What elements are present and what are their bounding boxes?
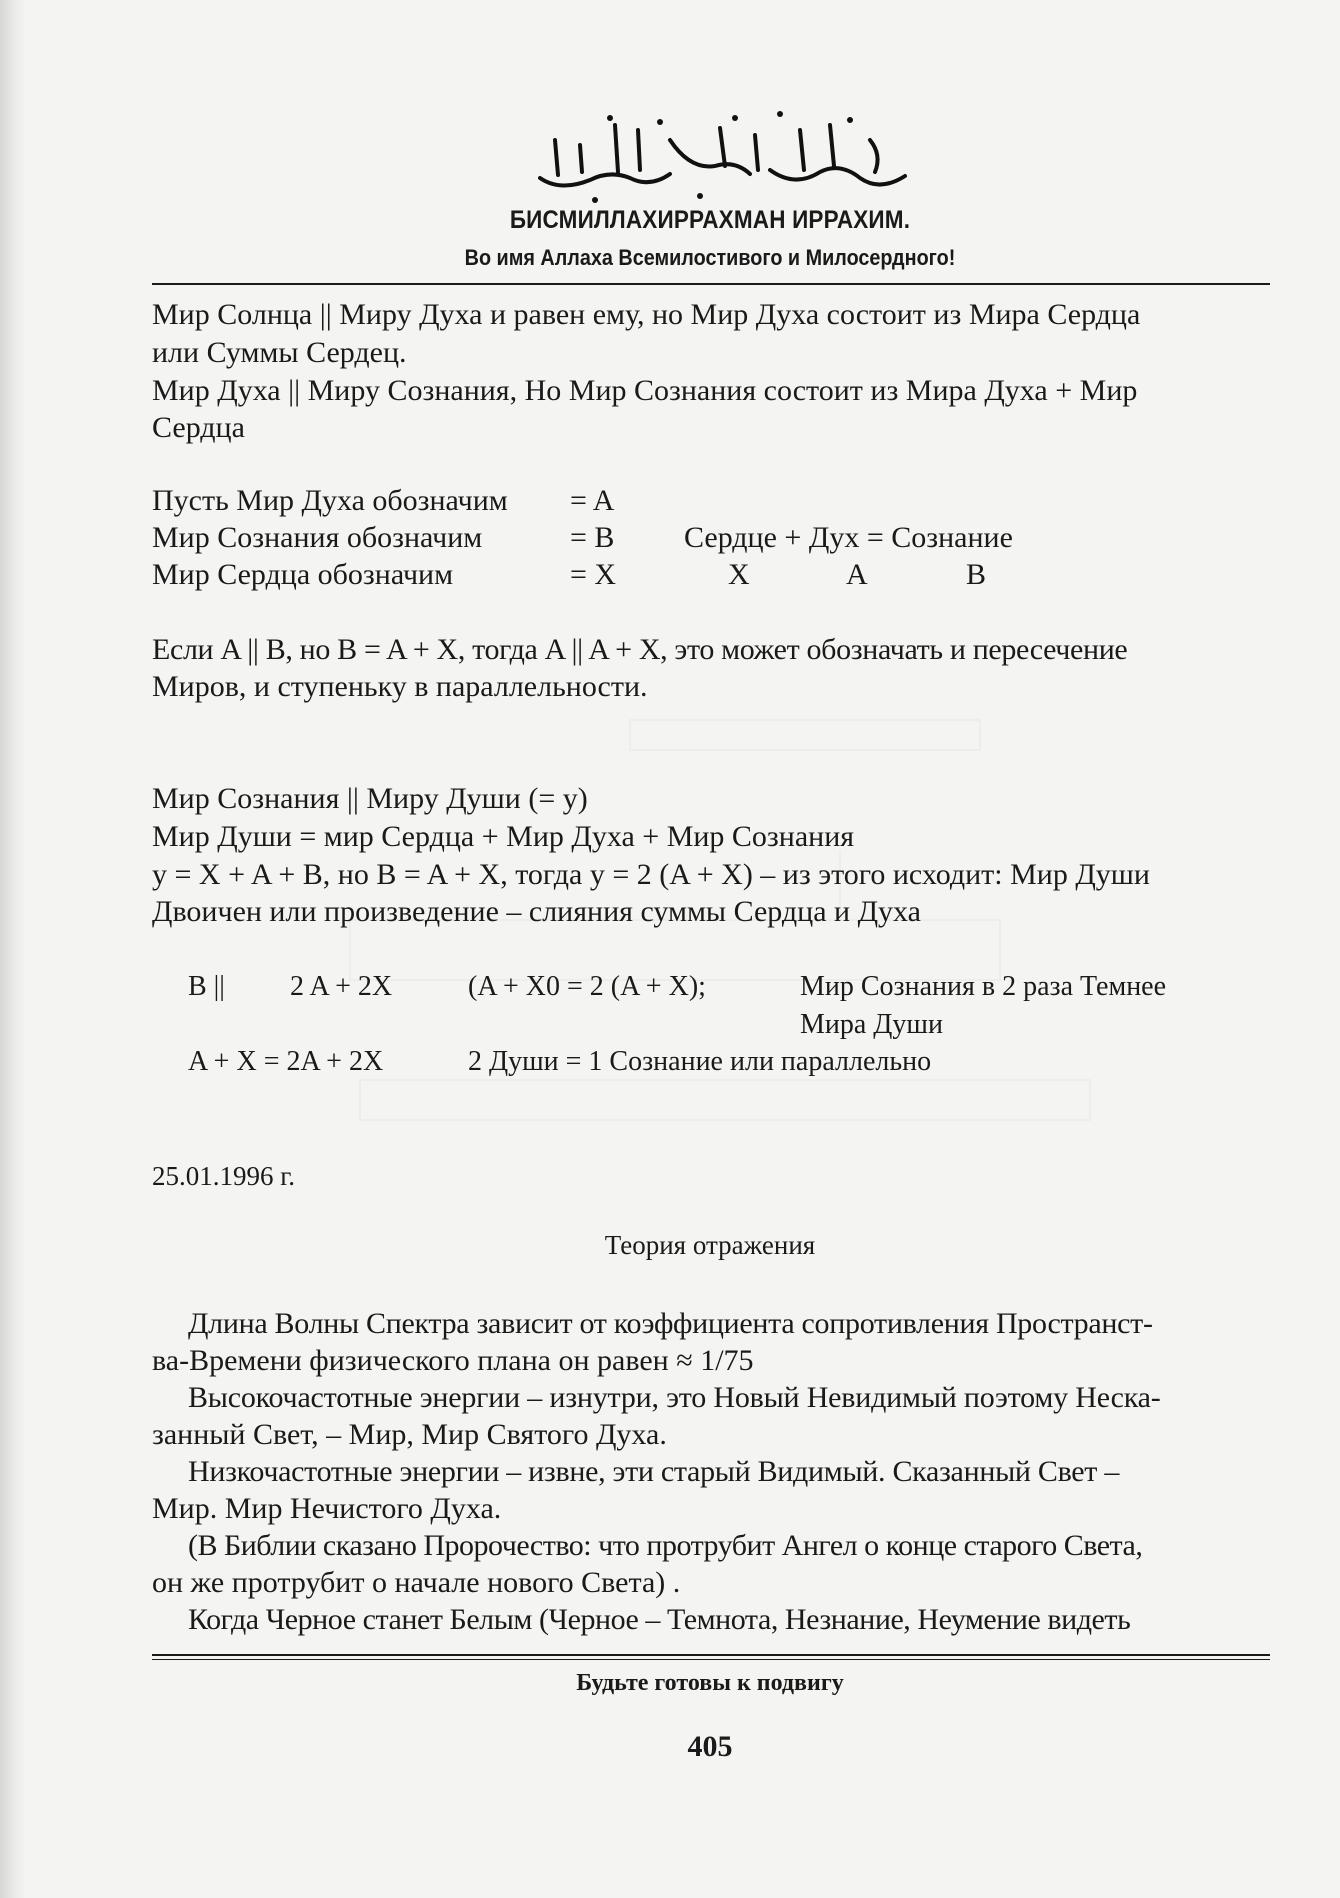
formula-cell: 2 Души = 1 Сознание или параллельно [468, 1046, 932, 1077]
text-line: Длина Волны Спектра зависит от коэффициента сопротивления Пространст- [188, 1307, 1153, 1340]
footer-motto: Будьте готовы к подвигу [576, 1670, 844, 1696]
text-line: ва-Времени физического плана он равен ≈ 1/75 [152, 1344, 754, 1377]
text-line: Сердца [152, 411, 245, 444]
definition-label: Пусть Мир Духа обозначим [152, 484, 508, 517]
footer-rule-thin [152, 1659, 1270, 1660]
section-title: Теория отражения [604, 1230, 816, 1260]
definition-symbol: X [728, 558, 750, 591]
text-line: Двоичен или произведение – слияния суммы Сердца и Духа [152, 895, 921, 928]
text-line: или Суммы Сердец. [152, 336, 407, 369]
date: 25.01.1996 г. [152, 1161, 296, 1191]
text-line: Высокочастотные энергии – изнутри, это Новый Невидимый поэтому Неска- [188, 1381, 1161, 1414]
definition-value: = B [570, 521, 615, 554]
text-line: занный Свет, – Мир, Мир Святого Духа. [152, 1418, 667, 1451]
text-line: он же протрубит о начале нового Света) . [152, 1566, 681, 1599]
text-line: Мир Духа || Миру Сознания, Но Мир Сознания состоит из Мира Духа + Мир [152, 374, 1138, 407]
text-line: Если A || B, но B = A + X, тогда A || A + X, это может обозначать и пересечение [152, 633, 1128, 666]
formula-cell: Мира Души [800, 1009, 943, 1040]
formula-cell: A + X = 2A + 2X [188, 1046, 384, 1077]
text-line: (В Библии сказано Пророчество: что протрубит Ангел о конце старого Света, [188, 1529, 1143, 1562]
text-line: Мир. Мир Нечистого Духа. [152, 1492, 502, 1525]
text-line: Мир Солнца || Миру Духа и равен ему, но Мир Духа состоит из Мира Сердца [152, 298, 1141, 331]
text-line: Когда Черное станет Белым (Черное – Темнота, Незнание, Неумение видеть [188, 1603, 1131, 1636]
definition-value: = A [570, 484, 615, 517]
header-title: БИСМИЛЛАХИРРАХМАН ИРРАХИМ. [509, 206, 911, 234]
header-subtitle: Во имя Аллаха Всемилостивого и Милосердного! [464, 245, 956, 270]
text-line: y = X + A + B, но B = A + X, тогда y = 2 (A + X) – из этого исходит: Мир Души [152, 858, 1150, 891]
text-line: Мир Души = мир Сердца + Мир Духа + Мир Сознания [152, 820, 855, 853]
formula-cell: (A + X0 = 2 (A + X); [468, 971, 706, 1002]
definition-label: Мир Сердца обозначим [152, 558, 454, 591]
formula-cell: B || [188, 971, 225, 1002]
footer-rule [152, 1654, 1270, 1656]
definition-value: = X [570, 558, 617, 591]
text-line: Миров, и ступеньку в параллельности. [152, 670, 648, 703]
definition-note: Сердце + Дух = Сознание [684, 521, 1013, 554]
text-line: Мир Сознания || Миру Души (= y) [152, 782, 588, 815]
definition-label: Мир Сознания обозначим [152, 521, 483, 554]
formula-cell: Мир Сознания в 2 раза Темнее [800, 971, 1167, 1002]
text-line: Низкочастотные энергии – извне, эти старый Видимый. Сказанный Свет – [188, 1455, 1120, 1488]
bismillah-calligraphy [520, 100, 920, 210]
page-number: 405 [687, 1730, 733, 1763]
header-rule [152, 283, 1270, 285]
page-edge-shadow [0, 0, 26, 1898]
definition-symbol: A [846, 558, 868, 591]
definition-symbol: B [966, 558, 987, 591]
formula-cell: 2 A + 2X [290, 971, 393, 1002]
